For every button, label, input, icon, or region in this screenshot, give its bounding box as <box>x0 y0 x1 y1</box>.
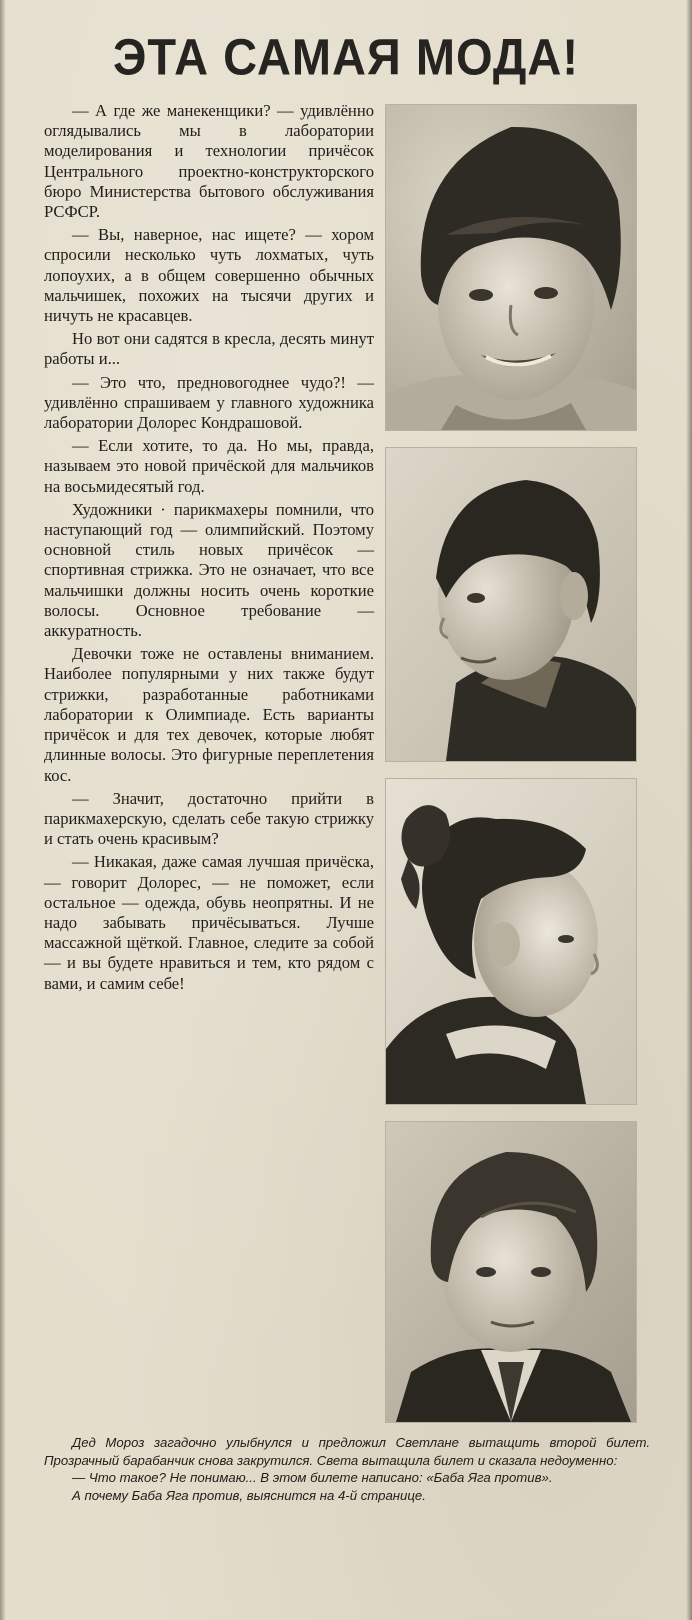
photo-boy-side-part <box>385 1121 637 1423</box>
photo-boy-profile <box>385 447 637 762</box>
page-edge-right <box>686 0 692 1620</box>
article-paragraph: — Это что, предновогоднее чудо?! — удивлённо спрашиваем у главного художника лаборатории Долорес Кондрашовой. <box>44 372 374 433</box>
footer-paragraph: Дед Мороз загадочно улыбнулся и предложил Светлане вытащить второй билет. Прозрачный барабанчик снова закрутился. Света вытащила билет и сказала недоуменно: <box>44 1435 650 1468</box>
page-edge-left <box>0 0 6 1620</box>
portrait-image <box>386 448 636 761</box>
article-headline: ЭТА САМАЯ МОДА! <box>113 27 579 86</box>
photo-girl-braids <box>385 778 637 1105</box>
article-paragraph: — Если хотите, то да. Но мы, правда, называем это новой причёской для мальчиков на восьмидесятый год. <box>44 436 374 496</box>
article-paragraph: Художники · парикмахеры помнили, что наступающий год — олимпийский. Поэтому основной стиль новых причёсок — спортивная стрижка. Это не означает, что все мальчишки должны носить очень короткие волосы. Основное требование — аккуратность. <box>44 499 374 641</box>
article-paragraph: — А где же манекенщики? — удивлённо оглядывались мы в лаборатории моделирования и технологии причёсок Центрального проектно-конструкторского бюро Министерства бытового обслуживания РСФСР. <box>44 101 374 222</box>
footer-paragraph: — Что такое? Не понимаю... В этом билете написано: «Баба Яга против». <box>72 1470 553 1486</box>
footer-teaser <box>44 1434 650 1504</box>
article-paragraph: — Никакая, даже самая лучшая причёска, — говорит Долорес, — не поможет, если остальное — одежда, обувь неопрятны. И не надо забывать причёсываться. Лучше массажной щёткой. Главное, следите за собой — и вы будете нравиться и тем, кто рядом с вами, и самим себе! <box>44 852 374 993</box>
article-paragraph: Но вот они садятся в кресла, десять минут работы и... <box>44 329 374 369</box>
portrait-image <box>386 779 636 1104</box>
portrait-image <box>386 105 636 430</box>
article-paragraph: Девочки тоже не оставлены вниманием. Наиболее популярными у них также будут стрижки, разработанные работниками лаборатории к Олимпиаде. Есть варианты причёсок и для тех девочек, которые любят длинные волосы. Это фигурные переплетения кос. <box>44 644 374 785</box>
article-paragraph: — Вы, наверное, нас ищете? — хором спросили несколько чуть лохматых, чуть лопоухих, а в общем совершенно обычных мальчишек, похожих на тысячи других и ничуть не красавцев. <box>44 225 374 326</box>
footer-paragraph: А почему Баба Яга против, выяснится на 4-й странице. <box>72 1487 426 1503</box>
photo-boy-smiling <box>385 104 637 431</box>
portrait-image <box>386 1122 636 1422</box>
article-paragraph: — Значит, достаточно прийти в парикмахерскую, сделать себе такую стрижку и стать очень красивым? <box>44 788 374 849</box>
article-body <box>44 101 374 997</box>
